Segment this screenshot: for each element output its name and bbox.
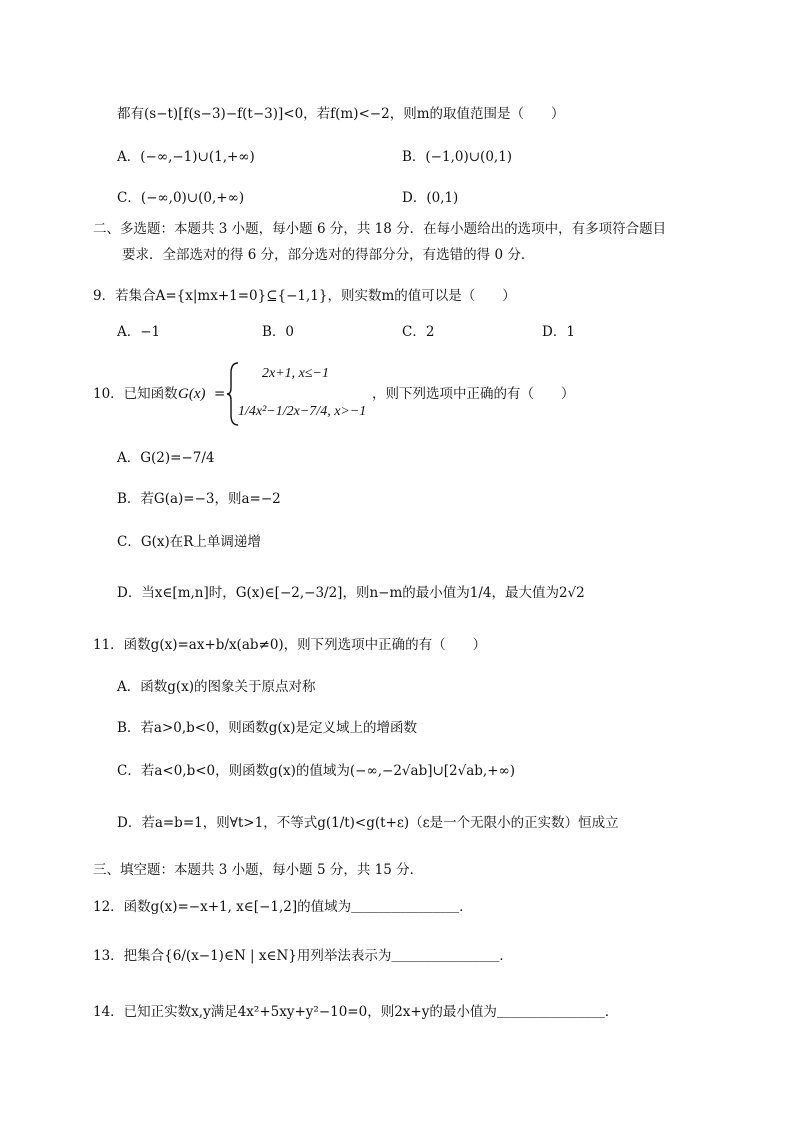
q9-option-b: B．0 [262, 324, 295, 340]
q11-option-a: A．函数g(x)的图象关于原点对称 [117, 679, 316, 695]
q9-stem: 9．若集合A={x|mx+1=0}⊆{−1,1}，则实数m的值可以是（ ） [93, 288, 516, 304]
q13: 13．把集合{6/(x−1)∈N | x∈N}用列举法表示为＿＿＿＿＿＿＿＿． [93, 948, 513, 964]
q10-option-d: D．当x∈[m,n]时，G(x)∈[−2,−3/2]，则n−m的最小值为1/4，最大值为2√2 [117, 585, 585, 601]
q10-function-name: G(x) [178, 386, 206, 402]
q11-option-b: B．若a>0,b<0，则函数g(x)是定义域上的增函数 [117, 720, 417, 736]
q10-case-2: 1/4x²−1/2x−7/4, x>−1 [238, 404, 367, 419]
q10-option-a: A．G(2)=−7/4 [117, 450, 215, 466]
q10-suffix: ，则下列选项中正确的有（ ） [372, 386, 575, 402]
q8-option-c: C．(−∞,0)∪(0,+∞) [117, 190, 245, 206]
q8-option-d: D．(0,1) [402, 190, 459, 206]
q10-equals: = [214, 386, 226, 402]
q10-option-c: C．G(x)在R上单调递增 [117, 534, 261, 550]
q14: 14．已知正实数x,y满足4x²+5xy+y²−10=0，则2x+y的最小值为＿＿＿＿＿＿＿＿． [93, 1004, 619, 1020]
q12: 12．函数g(x)=−x+1, x∈[−1,2]的值域为＿＿＿＿＿＿＿＿． [93, 899, 473, 915]
q11-option-d: D．若a=b=1，则∀t>1，不等式g(1/t)<g(t+ε)（ε是一个无限小的正实数）恒成立 [117, 815, 619, 831]
q8-stem: 都有(s−t)[f(s−3)−f(t−3)]<0，若f(m)<−2，则m的取值范围是（ ） [117, 106, 565, 122]
q8-option-a: A．(−∞,−1)∪(1,+∞) [117, 149, 255, 165]
q11-stem: 11．函数g(x)=ax+b/x(ab≠0)，则下列选项中正确的有（ ） [93, 637, 487, 653]
q9-option-d: D．1 [542, 324, 575, 340]
q9-option-a: A．−1 [117, 324, 161, 340]
section2-heading-line2: 要求．全部选对的得 6 分，部分选对的得部分分，有选错的得 0 分． [122, 247, 535, 263]
q10-case-1: 2x+1, x≤−1 [262, 366, 330, 381]
q9-option-c: C．2 [402, 324, 435, 340]
q10-option-b: B．若G(a)=−3，则a=−2 [117, 491, 281, 507]
q11-option-c: C．若a<0,b<0，则函数g(x)的值域为(−∞,−2√ab]∪[2√ab,+∞) [117, 763, 516, 779]
q8-option-b: B．(−1,0)∪(0,1) [402, 149, 513, 165]
section3-heading: 三、填空题：本题共 3 小题，每小题 5 分，共 15 分． [93, 862, 424, 878]
section2-heading-line1: 二、多选题：本题共 3 小题，每小题 6 分，共 18 分．在每小题给出的选项中，有多项符合题目 [93, 221, 667, 237]
q10-prefix: 10．已知函数 [93, 386, 178, 402]
